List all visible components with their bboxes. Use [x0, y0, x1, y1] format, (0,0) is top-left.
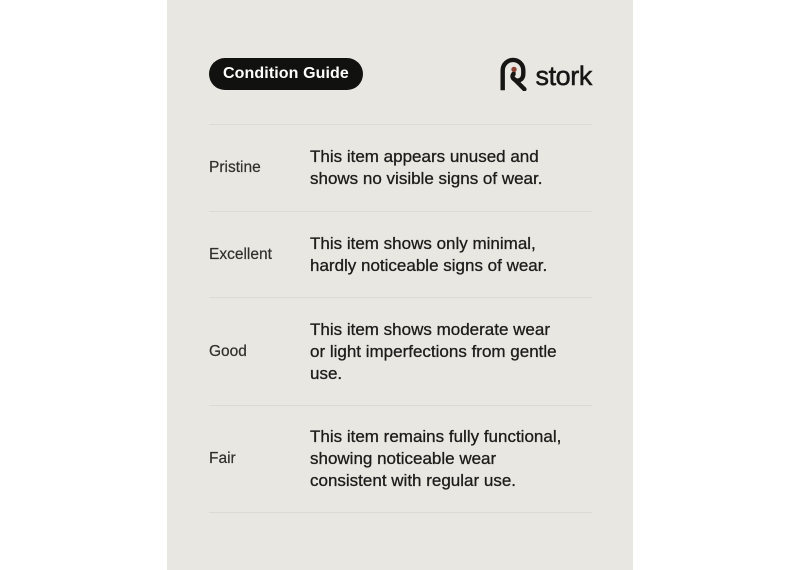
condition-description: This item shows only minimal, hardly noticeable signs of wear.	[310, 233, 548, 275]
condition-label: Pristine	[209, 159, 261, 176]
condition-label: Good	[209, 342, 247, 360]
stork-pin-monogram-icon	[498, 57, 528, 91]
condition-list	[209, 124, 592, 513]
stork-wordmark: stork	[535, 61, 592, 91]
stork-logo	[498, 57, 592, 91]
condition-label: Fair	[209, 450, 236, 467]
condition-row-excellent	[209, 211, 592, 297]
condition-row-good	[209, 297, 592, 405]
condition-guide-badge[interactable]: Condition Guide	[209, 58, 363, 90]
condition-description: This item remains fully functional, showing noticeable wear consistent with regular use.	[310, 427, 562, 490]
condition-description: This item shows moderate wear or light imperfections from gentle use.	[310, 319, 557, 383]
card-header	[209, 57, 592, 91]
condition-guide-card	[167, 0, 633, 570]
condition-label: Excellent	[209, 245, 272, 263]
condition-row-pristine	[209, 124, 592, 211]
condition-row-fair	[209, 405, 592, 513]
condition-description: This item appears unused and shows no visible signs of wear.	[310, 147, 543, 188]
